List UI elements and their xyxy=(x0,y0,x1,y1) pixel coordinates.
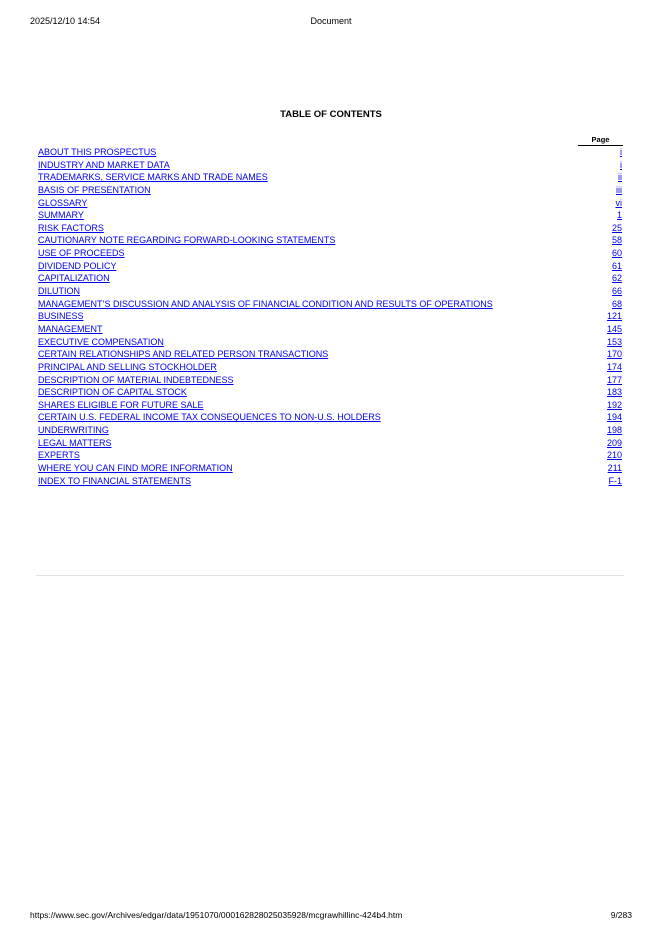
toc-page-link[interactable]: 153 xyxy=(606,336,622,347)
toc-link[interactable]: RISK FACTORS xyxy=(38,222,104,233)
toc-link[interactable]: EXPERTS xyxy=(38,450,80,461)
toc-row xyxy=(38,310,622,323)
toc-row xyxy=(38,272,622,285)
toc-row xyxy=(38,171,622,184)
toc-link[interactable]: DESCRIPTION OF CAPITAL STOCK xyxy=(38,387,187,398)
toc-page-link[interactable]: 194 xyxy=(606,412,622,423)
toc-row xyxy=(38,424,622,437)
toc-link[interactable]: SUMMARY xyxy=(38,210,84,221)
toc-page-link[interactable]: 58 xyxy=(611,235,622,246)
toc-link[interactable]: CAUTIONARY NOTE REGARDING FORWARD-LOOKING STATEMENTS xyxy=(38,235,336,246)
toc-page-link[interactable]: 198 xyxy=(606,425,622,436)
toc-link[interactable]: BASIS OF PRESENTATION xyxy=(38,184,151,195)
page-divider xyxy=(36,575,624,576)
toc-row xyxy=(38,159,622,172)
toc-page-link[interactable]: 174 xyxy=(606,361,622,372)
source-url: https://www.sec.gov/Archives/edgar/data/1951070/000162828025035928/mcgrawhillinc-424b4.htm xyxy=(30,910,403,920)
toc-page-link[interactable]: 145 xyxy=(606,323,622,334)
toc-page-link[interactable]: i xyxy=(620,159,622,170)
toc-link[interactable]: WHERE YOU CAN FIND MORE INFORMATION xyxy=(38,463,233,474)
toc-page-link[interactable]: 192 xyxy=(606,399,622,410)
toc-link[interactable]: ABOUT THIS PROSPECTUS xyxy=(38,147,157,157)
toc-row xyxy=(38,209,622,222)
toc-row xyxy=(38,323,622,336)
toc-row xyxy=(38,298,622,311)
toc-row xyxy=(38,336,622,349)
toc-link[interactable]: SHARES ELIGIBLE FOR FUTURE SALE xyxy=(38,399,204,410)
toc-list xyxy=(38,146,622,487)
toc-link[interactable]: BUSINESS xyxy=(38,311,84,322)
toc-page-link[interactable]: ii xyxy=(618,172,622,183)
toc-link[interactable]: TRADEMARKS, SERVICE MARKS AND TRADE NAMES xyxy=(38,172,268,183)
print-datetime: 2025/12/10 14:54 xyxy=(30,16,101,26)
toc-row xyxy=(38,411,622,424)
toc-link[interactable]: PRINCIPAL AND SELLING STOCKHOLDER xyxy=(38,361,217,372)
toc-row xyxy=(38,146,622,159)
toc-page-link[interactable]: 61 xyxy=(611,260,622,271)
toc-link[interactable]: UNDERWRITING xyxy=(38,425,109,436)
toc-row xyxy=(38,260,622,273)
toc-row xyxy=(38,437,622,450)
toc-page-link[interactable]: 25 xyxy=(611,222,622,233)
toc-link[interactable]: CERTAIN RELATIONSHIPS AND RELATED PERSON TRANSACTIONS xyxy=(38,349,329,360)
document-title: Document xyxy=(310,16,352,26)
toc-link[interactable]: CAPITALIZATION xyxy=(38,273,110,284)
toc-row xyxy=(38,386,622,399)
toc-row xyxy=(38,184,622,197)
toc-link[interactable]: LEGAL MATTERS xyxy=(38,437,112,448)
toc-row xyxy=(38,234,622,247)
toc-link[interactable]: INDEX TO FINANCIAL STATEMENTS xyxy=(38,475,192,486)
toc-page-link[interactable]: 183 xyxy=(606,387,622,398)
toc-link[interactable]: MANAGEMENT xyxy=(38,323,103,334)
toc-page-link[interactable]: 177 xyxy=(606,374,622,385)
toc-link[interactable]: CERTAIN U.S. FEDERAL INCOME TAX CONSEQUENCES TO NON-U.S. HOLDERS xyxy=(38,412,381,423)
toc-link[interactable]: DESCRIPTION OF MATERIAL INDEBTEDNESS xyxy=(38,374,234,385)
page-column-header: Page xyxy=(578,135,623,146)
toc-page-link[interactable]: 170 xyxy=(606,349,622,360)
toc-page-link[interactable]: iii xyxy=(616,184,622,195)
toc-link[interactable]: DILUTION xyxy=(38,286,81,297)
toc-row xyxy=(38,374,622,387)
toc-page-link[interactable]: 209 xyxy=(606,437,622,448)
toc-page-link[interactable]: 121 xyxy=(606,311,622,322)
toc-page-link[interactable]: 211 xyxy=(607,463,622,474)
toc-page-link[interactable]: 68 xyxy=(611,298,622,309)
toc-page-link[interactable]: 210 xyxy=(606,450,622,461)
toc-row xyxy=(38,462,622,475)
toc-link[interactable]: GLOSSARY xyxy=(38,197,88,208)
toc-row xyxy=(38,449,622,462)
toc-title: TABLE OF CONTENTS xyxy=(280,109,382,120)
toc-page-link[interactable]: i xyxy=(620,147,622,157)
toc-row xyxy=(38,197,622,210)
toc-page-link[interactable]: F-1 xyxy=(608,475,622,486)
toc-row xyxy=(38,475,622,488)
toc-page-link[interactable]: 60 xyxy=(611,248,622,259)
toc-link[interactable]: MANAGEMENT’S DISCUSSION AND ANALYSIS OF FINANCIAL CONDITION AND RESULTS OF OPERATIONS xyxy=(38,298,493,309)
toc-row xyxy=(38,399,622,412)
toc-row xyxy=(38,348,622,361)
toc-page-link[interactable]: 62 xyxy=(611,273,622,284)
toc-page-link[interactable]: 1 xyxy=(616,210,622,221)
toc-row xyxy=(38,361,622,374)
toc-row xyxy=(38,285,622,298)
toc-row xyxy=(38,247,622,260)
toc-link[interactable]: EXECUTIVE COMPENSATION xyxy=(38,336,164,347)
page-indicator: 9/283 xyxy=(610,910,632,920)
toc-link[interactable]: INDUSTRY AND MARKET DATA xyxy=(38,159,170,170)
toc-link[interactable]: DIVIDEND POLICY xyxy=(38,260,117,271)
toc-page-link[interactable]: 66 xyxy=(611,286,622,297)
toc-link[interactable]: USE OF PROCEEDS xyxy=(38,248,125,259)
toc-row xyxy=(38,222,622,235)
toc-page-link[interactable]: vi xyxy=(615,197,622,208)
